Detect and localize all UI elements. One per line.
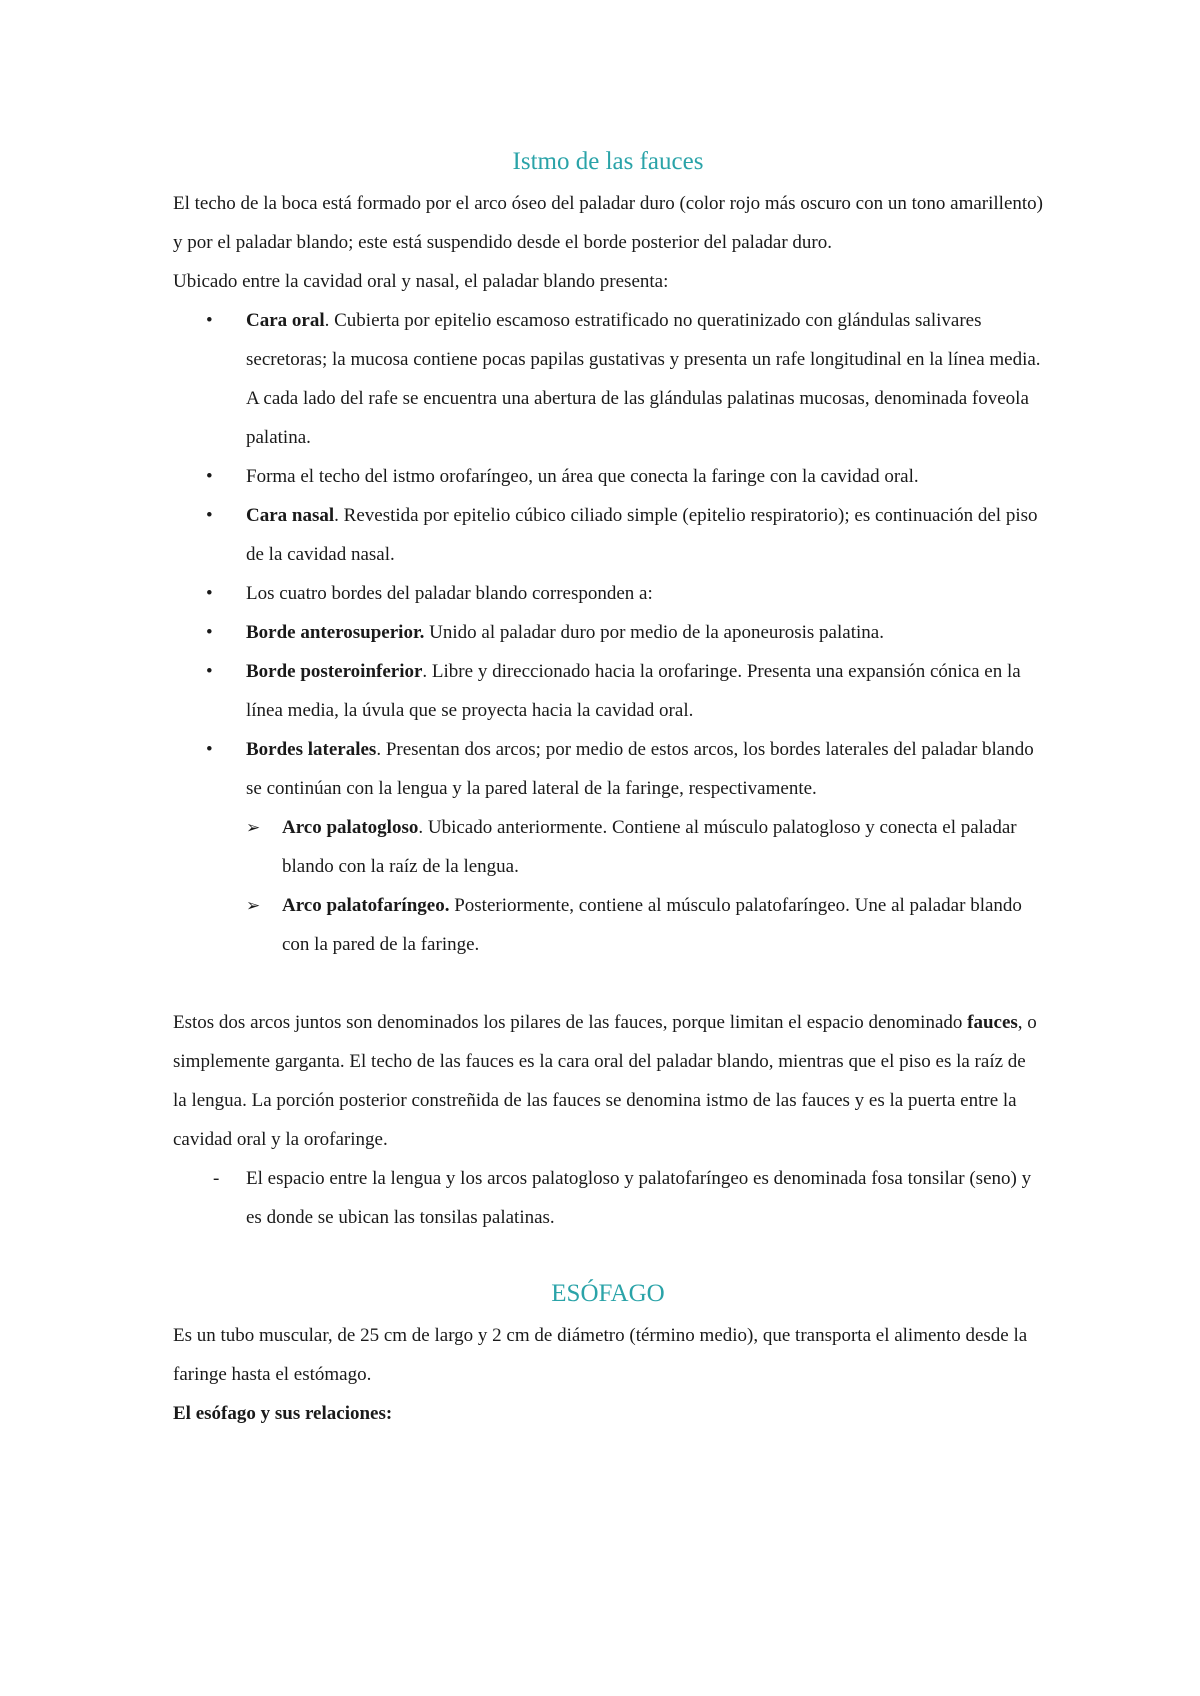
paragraph: Ubicado entre la cavidad oral y nasal, el paladar blando presenta:: [173, 271, 669, 292]
paragraph: [173, 1394, 1043, 1433]
document-page: [173, 140, 1043, 1433]
paragraph: Es un tubo muscular, de 25 cm de largo y 2 cm de diámetro (término medio), que transporta el alimento desde la faringe hasta el estómago.: [173, 1325, 1028, 1385]
bold-term: fauces: [967, 1012, 1018, 1033]
list-item-text: Los cuatro bordes del paladar blando corresponden a:: [246, 583, 653, 604]
list-item: [173, 652, 1043, 730]
list-item-text: Unido al paladar duro por medio de la aponeurosis palatina.: [424, 622, 884, 643]
list-item: [173, 613, 1043, 652]
list-item: [173, 496, 1043, 574]
paragraph-text: Estos dos arcos juntos son denominados los pilares de las fauces, porque limitan el espacio denominado: [173, 1012, 968, 1033]
bold-term: Arco palatogloso: [282, 817, 419, 838]
paragraph: [173, 1003, 1043, 1159]
list-item: [173, 301, 1043, 457]
list-item-text: Forma el techo del istmo orofaríngeo, un área que conecta la faringe con la cavidad oral.: [246, 466, 919, 487]
list-item-text: . Ubicado anteriormente. Contiene al músculo palatogloso y conecta el paladar blando con la raíz de la lengua.: [282, 817, 1017, 877]
list-item: [173, 574, 1043, 613]
bold-term: Cara nasal: [246, 505, 335, 526]
list-item-text: . Libre y direccionado hacia la orofaringe. Presenta una expansión cónica en la línea media, la úvula que se proyecta hacia la cavidad oral.: [246, 661, 1021, 721]
spacer: [173, 964, 1043, 1003]
list-item-text: . Presentan dos arcos; por medio de estos arcos, los bordes laterales del paladar blando se continúan con la lengua y la pared lateral de la faringe, respectivamente.: [246, 739, 1034, 799]
dash-list: [173, 1159, 1043, 1237]
dash-list-item: - El espacio entre la lengua y los arcos palatogloso y palatofaríngeo es denominada fosa tonsilar (seno) y es donde se ubican las tonsilas palatinas.: [173, 1159, 1043, 1237]
paragraph: El techo de la boca está formado por el arco óseo del paladar duro (color rojo más oscuro con un tono amarillento) y por el paladar blando; este está suspendido desde el borde posterior del paladar duro.: [173, 193, 1043, 253]
bold-subheading: El esófago y sus relaciones:: [173, 1403, 393, 1424]
list-item-text: Posteriormente, contiene al músculo palatofaríngeo. Une al paladar blando con la pared de la faringe.: [282, 895, 1022, 955]
bold-term: Borde anterosuperior.: [246, 622, 425, 643]
list-item-text: . Cubierta por epitelio escamoso estratificado no queratinizado con glándulas salivares secretoras; la mucosa contiene pocas papilas gustativas y presenta un rafe longitudinal en la línea media. A cada lado del rafe se encuentra una abertura de las glándulas palatinas mucosas, denominada foveola palatina.: [246, 310, 1041, 448]
list-item-text: . Revestida por epitelio cúbico ciliado simple (epitelio respiratorio); es continuación del piso de la cavidad nasal.: [246, 505, 1038, 565]
bold-term: Arco palatofaríngeo.: [282, 895, 450, 916]
bold-term: Borde posteroinferior: [246, 661, 423, 682]
arrow-list-item: [173, 808, 1043, 886]
arrow-list-item: [173, 886, 1043, 964]
bold-term: Bordes laterales: [246, 739, 377, 760]
arrow-list: [173, 808, 1043, 964]
bullet-list: [173, 301, 1043, 808]
paragraph-text: , o simplemente garganta. El techo de las fauces es la cara oral del paladar blando, mientras que el piso es la raíz de la lengua. La porción posterior constreñida de las fauces se denomina istmo de las fauces y es la puerta entre la cavidad oral y la orofaringe.: [173, 1012, 1037, 1150]
bold-term: Cara oral: [246, 310, 325, 331]
section-title-istmo: Istmo de las fauces: [512, 148, 704, 175]
list-item: [173, 730, 1043, 808]
list-item: [173, 457, 1043, 496]
section-title-esofago: ESÓFAGO: [551, 1280, 665, 1307]
